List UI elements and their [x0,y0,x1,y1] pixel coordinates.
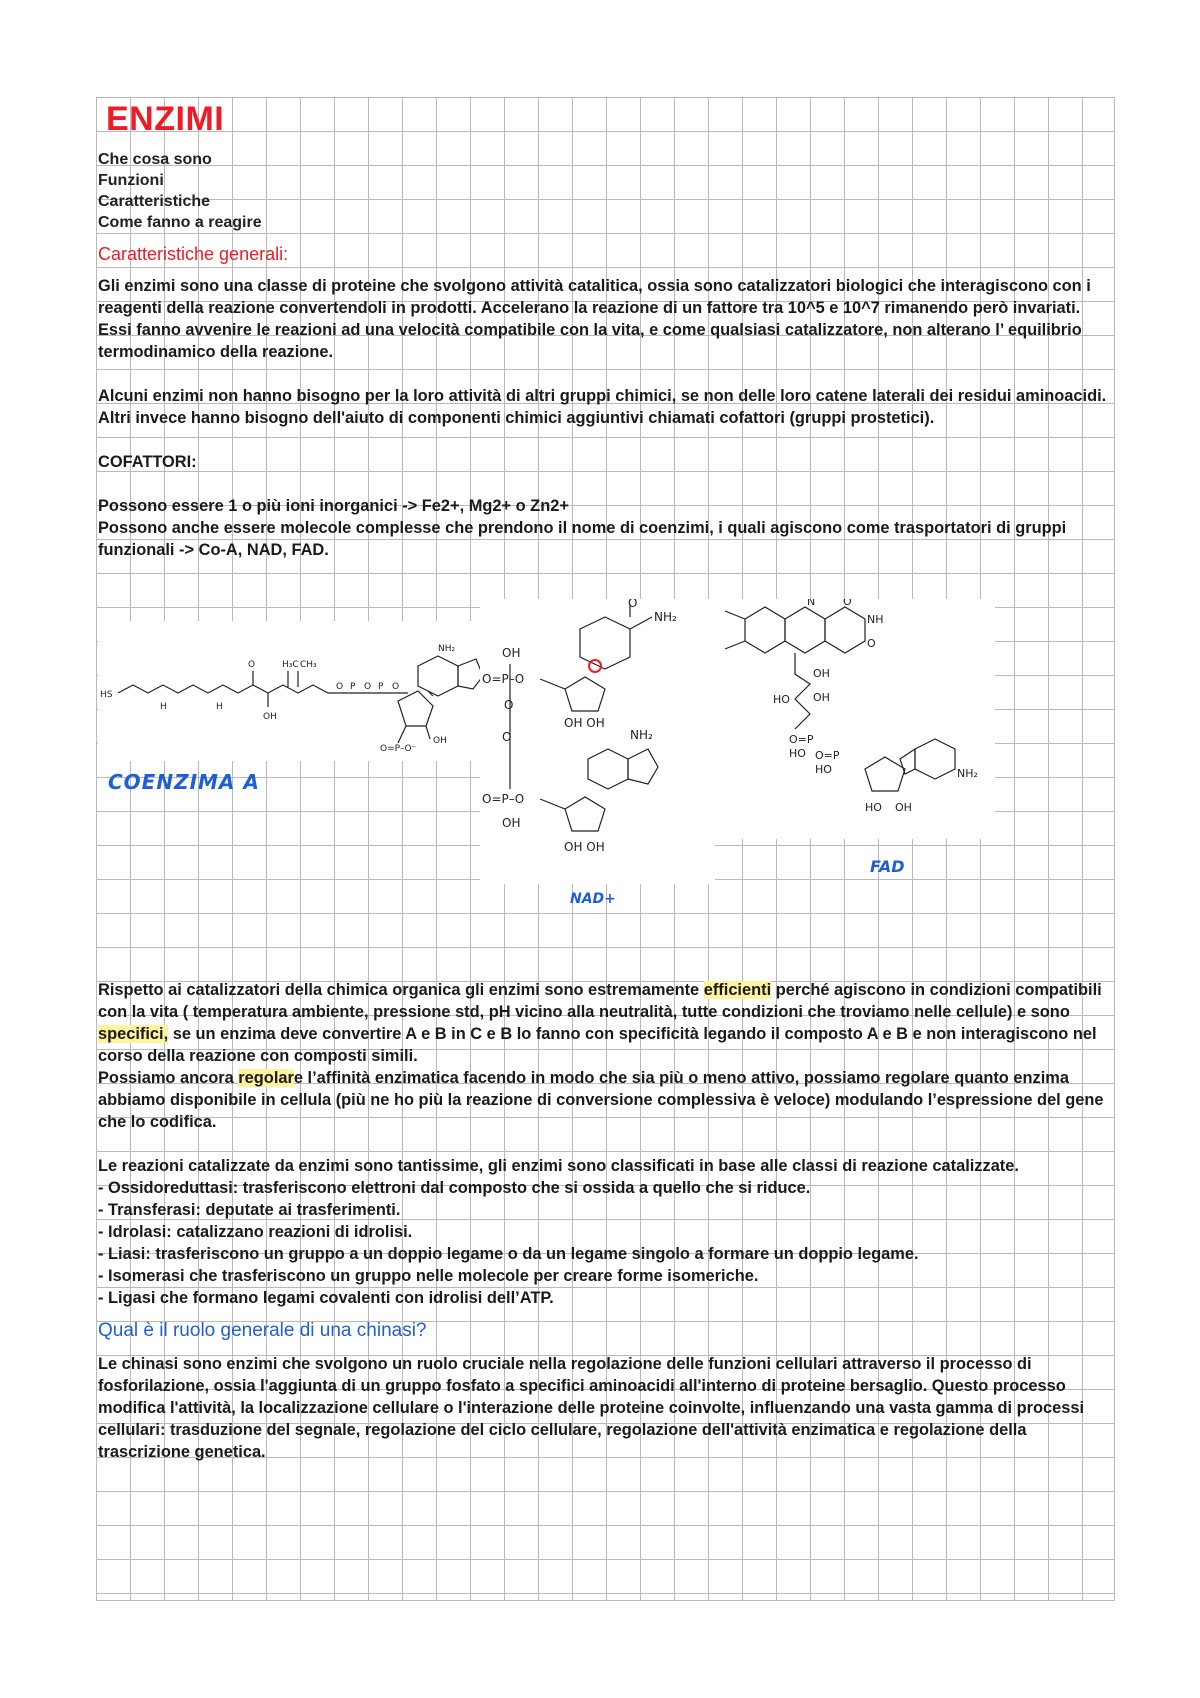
text-span: Rispetto ai catalizzatori della chimica organica gli enzimi sono estremamente [98,981,704,999]
list-item: - Idrolasi: catalizzano reazioni di idrolisi. [98,1223,413,1241]
paragraph: Gli enzimi sono una classe di proteine che svolgono attività catalitica, ossia sono catalizzatori biologici che interagiscono con i reagenti della reazione convertendoli in prodotti. Accelerano la reazione di un fattore tra 10^5 e 10^7 rimanendo però invariati. Essi fanno avvenire le reazioni ad una velocità compatibile con la vita, e come qualsiasi catalizzatore, non alterano l’ equilibrio termodinamico della reazione. [98,277,1091,361]
fad-diagram [715,599,995,839]
svg-text:OH: OH [502,646,521,660]
svg-text:OH: OH [433,736,447,746]
cofactor-structures [98,599,1112,979]
svg-text:O: O [504,698,514,712]
list-item: - Ligasi che formano legami covalenti con idrolisi dell’ATP. [98,1289,554,1307]
svg-text:O: O [364,682,372,692]
text-span: Possiamo ancora [98,1069,239,1087]
svg-text:O=P–O⁻: O=P–O⁻ [380,744,417,754]
coenzyme-a-diagram [98,621,482,761]
page-title: ENZIMI [106,100,225,138]
section-heading-general: Caratteristiche generali: [98,244,289,264]
paragraph: Possono anche essere molecole complesse che prendono il nome di coenzimi, i quali agiscono come trasportatori di gruppi funzionali -> Co-A, NAD, FAD. [98,519,1067,559]
paragraph [98,979,1112,1067]
paragraph: Le chinasi sono enzimi che svolgono un ruolo cruciale nella regolazione delle funzioni cellulari attraverso il processo di fosforilazione, ossia l'aggiunta di un gruppo fosfato a specifici aminoacidi all'interno di proteine bersaglio. Questo processo modifica l'attività, la localizzazione cellulare o l'interazione delle proteine coinvolte, influenzando una vasta gamma di processi cellulari: trasduzione del segnale, regolazione del ciclo cellulare, regolazione dell'attività enzimatica e regolazione della trascrizione genetica. [98,1355,1085,1461]
highlight-specifici: specifici, [98,1025,169,1043]
nad-label: NAD+ [570,891,616,907]
list-item: - Transferasi: deputate ai trasferimenti. [98,1201,401,1219]
svg-text:O=P–O: O=P–O [482,792,525,806]
coenzyme-a-structure [98,621,482,761]
svg-text:O: O [843,599,852,608]
svg-text:O: O [336,682,344,692]
text-span: e l’affinità enzimatica facendo in modo che sia più o meno attivo, possiamo regolare quanto enzima abbiamo disponibile in cellula (più ne ho più la reazione di conversione complessiva è veloce) modulando l’espressione del gene che lo codifica. [98,1069,1104,1131]
nad-diagram [480,599,715,884]
svg-text:P: P [378,682,384,692]
svg-text:CH₃: CH₃ [300,660,317,670]
enzyme-classes-list [98,1177,1112,1309]
fad-label: FAD [870,857,905,876]
svg-text:NH₂: NH₂ [654,610,677,624]
svg-text:OH OH: OH OH [564,716,605,730]
svg-text:O=P: O=P [815,749,840,762]
svg-text:OH: OH [502,816,521,830]
svg-text:HS: HS [100,690,113,700]
table-of-contents [98,149,1112,233]
toc-item: Caratteristiche [98,193,211,210]
svg-text:O: O [628,599,638,610]
svg-text:O: O [867,637,876,650]
paragraph [98,1067,1112,1133]
cofactors-label: COFATTORI: [98,453,197,471]
text-span: se un enzima deve convertire A e B in C e B lo fanno con specificità legando il composto A e B e non interagiscono nel corso della reazione con composti simili. [98,1025,1097,1065]
svg-text:HO: HO [789,747,806,760]
text-span: perché agiscono in condizioni compatibili con la vita ( temperatura ambiente, pressione std, pH vicino alla neutralità, tutte condizioni che troviamo nelle cellule) e sono [98,981,1102,1021]
page-content [98,97,1112,1463]
svg-text:OH: OH [263,712,277,722]
svg-text:N: N [807,599,816,608]
list-item: - Ossidoreduttasi: trasferiscono elettroni dal composto che si ossida a quello che si riduce. [98,1179,811,1197]
svg-text:NH: NH [867,613,884,626]
svg-text:O=P–O: O=P–O [482,672,525,686]
svg-text:O: O [248,660,256,670]
toc-item: Funzioni [98,172,164,189]
svg-text:HO: HO [865,801,882,814]
svg-text:OH: OH [895,801,912,814]
svg-text:NH₂: NH₂ [438,644,456,654]
fad-structure [715,599,995,839]
nad-structure [480,599,715,884]
svg-text:P: P [350,682,356,692]
coenzyme-a-label: COENZIMA A [108,770,260,794]
section-heading-kinase: Qual è il ruolo generale di una chinasi? [98,1320,427,1341]
svg-text:O: O [392,682,400,692]
svg-text:HO: HO [773,693,790,706]
svg-text:NH₂: NH₂ [957,767,978,780]
svg-text:H: H [216,702,223,712]
svg-text:HO: HO [815,763,832,776]
svg-text:OH: OH [813,667,830,680]
svg-text:OH: OH [813,691,830,704]
svg-text:NH₂: NH₂ [630,728,653,742]
svg-text:H: H [160,702,167,712]
svg-text:O: O [502,730,512,744]
highlight-regolare: regolar [238,1069,294,1087]
svg-text:OH OH: OH OH [564,840,605,854]
list-item: - Liasi: trasferiscono un gruppo a un doppio legame o da un legame singolo a formare un doppio legame. [98,1245,919,1263]
paragraph: Le reazioni catalizzate da enzimi sono tantissime, gli enzimi sono classificati in base alle classi di reazione catalizzate. [98,1157,1019,1175]
toc-item: Che cosa sono [98,151,212,168]
svg-text:H₃C: H₃C [282,660,299,670]
toc-item: Come fanno a reagire [98,214,262,231]
svg-text:O=P: O=P [789,733,814,746]
list-item: - Isomerasi che trasferiscono un gruppo nelle molecole per creare forme isomeriche. [98,1267,759,1285]
highlight-efficienti: efficienti [703,981,772,999]
paragraph: Alcuni enzimi non hanno bisogno per la loro attività di altri gruppi chimici, se non delle loro catene laterali dei residui aminoacidi. Altri invece hanno bisogno dell'aiuto di componenti chimici aggiuntivi chiamati cofattori (gruppi prostetici). [98,387,1107,427]
paragraph: Possono essere 1 o più ioni inorganici -> Fe2+, Mg2+ o Zn2+ [98,497,569,515]
